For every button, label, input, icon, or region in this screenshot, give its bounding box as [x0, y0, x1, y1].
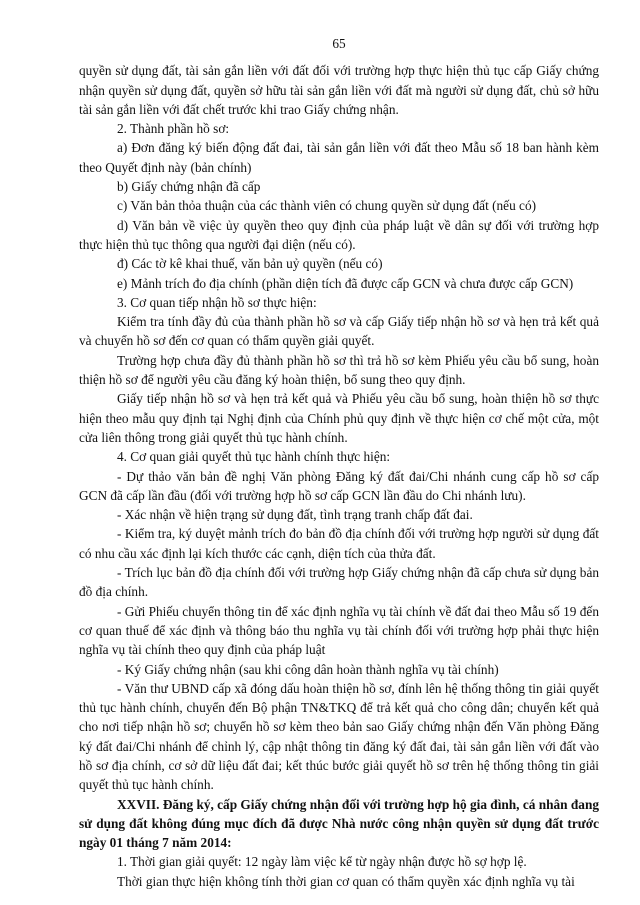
paragraph: quyền sử dụng đất, tài sản gắn liền với đất đối với trường hợp thực hiện thủ tục cấp Giấy chứng nhận quyền sử dụng đất, quyền sở hữu tài sản gắn liền với đất mà người sử dụng đất, chủ sở hữu tài sản gắn liền với đất chết trước khi trao Giấy chứng nhận.: [79, 63, 599, 117]
paragraph: - Ký Giấy chứng nhận (sau khi công dân hoàn thành nghĩa vụ tài chính): [117, 661, 499, 677]
paragraph: c) Văn bản thỏa thuận của các thành viên có chung quyền sử dụng đất (nếu có): [117, 198, 537, 214]
paragraph: - Văn thư UBND cấp xã đóng dấu hoàn thiện hồ sơ, đính lên hệ thống thông tin giải quyết thủ tục hành chính, chuyển đến Bộ phận TN&TKQ để trả kết quả cho công dân; chuyển kết quả cho nơi tiếp nhận hồ sơ; chuyển hồ sơ kèm theo bản sao Giấy chứng nhận đến Văn phòng Đăng ký đất đai/Chi nhánh để chỉnh lý, cập nhật thông tin đăng ký đất đai, tài sản gắn liền với đất vào hồ sơ địa chính, cơ sở dữ liệu đất đai; kết thúc bước giải quyết hồ sơ trên hệ thống thông tin giải quyết thủ tục hành chính.: [79, 680, 599, 793]
paragraph: Thời gian thực hiện không tính thời gian cơ quan có thẩm quyền xác định nghĩa vụ tài: [117, 873, 575, 889]
paragraph: - Dự thảo văn bản đề nghị Văn phòng Đăng ký đất đai/Chi nhánh cung cấp hồ sơ cấp GCN đã cấp lần đầu (đối với trường hợp hồ sơ cấp GCN lần đầu do Chi nhánh lưu).: [79, 468, 599, 503]
paragraph: - Trích lục bản đồ địa chính đối với trường hợp Giấy chứng nhận đã cấp chưa sử dụng bản đồ địa chính.: [79, 565, 599, 600]
document-body: [79, 61, 599, 891]
paragraph: 1. Thời gian giải quyết: 12 ngày làm việc kể từ ngày nhận được hồ sợ hợp lệ.: [117, 854, 527, 870]
paragraph: đ) Các tờ kê khai thuế, văn bản uỷ quyền (nếu có): [117, 256, 383, 272]
paragraph: 2. Thành phần hồ sơ:: [117, 121, 230, 137]
paragraph: Trường hợp chưa đầy đủ thành phần hồ sơ thì trả hồ sơ kèm Phiếu yêu cầu bổ sung, hoàn thiện hồ sơ để người yêu cầu đăng ký hoàn thiện, bổ sung theo quy định.: [79, 352, 599, 388]
paragraph: b) Giấy chứng nhận đã cấp: [117, 179, 261, 195]
section-heading: XXVII. Đăng ký, cấp Giấy chứng nhận đối với trường hợp hộ gia đình, cá nhân đang sử dụng đất không đúng mục đích đã được Nhà nước công nhận quyền sử dụng đất trước ngày 01 tháng 7 năm 2014:: [79, 796, 599, 851]
paragraph: - Kiểm tra, ký duyệt mảnh trích đo bản đồ địa chính đối với trường hợp người sử dụng đất có nhu cầu xác định lại kích thước các cạnh, diện tích của thửa đất.: [79, 526, 599, 561]
paragraph: Kiểm tra tính đầy đủ của thành phần hồ sơ và cấp Giấy tiếp nhận hồ sơ và hẹn trả kết quả và chuyển hồ sơ đến cơ quan có thẩm quyền giải quyết.: [79, 314, 599, 349]
paragraph: d) Văn bản về việc ủy quyền theo quy định của pháp luật về dân sự đối với trường hợp thực hiện thủ tục thông qua người đại diện (nếu có).: [79, 217, 599, 252]
paragraph: - Gửi Phiếu chuyển thông tin để xác định nghĩa vụ tài chính về đất đai theo Mẫu số 19 đến cơ quan thuế để xác định và thông báo thu nghĩa vụ tài chính đối với trường hợp phải thực hiện nghĩa vụ tài chính theo quy định của pháp luật: [79, 603, 599, 658]
paragraph: e) Mảnh trích đo địa chính (phần diện tích đã được cấp GCN và chưa được cấp GCN): [117, 275, 574, 291]
paragraph: a) Đơn đăng ký biến động đất đai, tài sản gắn liền với đất theo Mẫu số 18 ban hành kèm theo Quyết định này (bản chính): [79, 140, 599, 175]
paragraph: 4. Cơ quan giải quyết thủ tục hành chính thực hiện:: [117, 449, 391, 465]
paragraph: 3. Cơ quan tiếp nhận hồ sơ thực hiện:: [117, 294, 317, 310]
page-number: 65: [332, 36, 346, 51]
paragraph: Giấy tiếp nhận hồ sơ và hẹn trả kết quả và Phiếu yêu cầu bổ sung, hoàn thiện hồ sơ thực hiện theo mẫu quy định tại Nghị định của Chính phủ quy định về thực hiện cơ chế một cửa, một cửa liên thông trong giải quyết thủ tục hành chính.: [79, 391, 599, 445]
paragraph: - Xác nhận về hiện trạng sử dụng đất, tình trạng tranh chấp đất đai.: [117, 507, 473, 523]
document-page: [79, 34, 599, 891]
